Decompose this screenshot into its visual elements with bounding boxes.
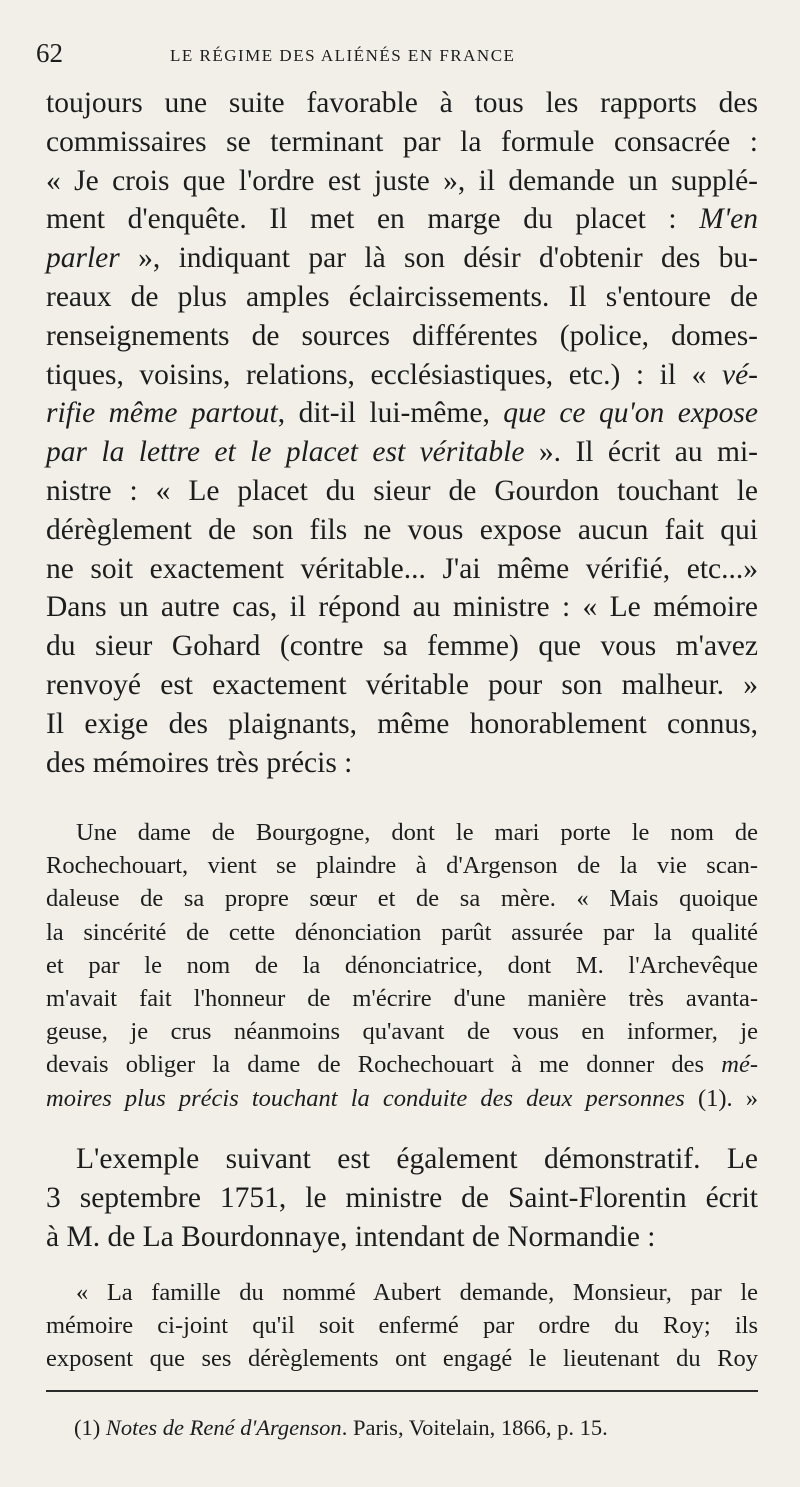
text-line: renseignements de sources différentes (police, domes-	[46, 319, 758, 352]
text-span: », indiquant par là son désir d'obtenir des bu-	[119, 242, 758, 275]
text-line: la sincérité de cette dénonciation parût assurée par la qualité	[46, 918, 758, 946]
text-line: commissaires se terminant par la formule consacrée :	[46, 125, 758, 158]
text-line: à M. de La Bourdonnaye, intendant de Normandie :	[46, 1220, 656, 1253]
text-line: et par le nom de la dénonciatrice, dont M. l'Archevêque	[46, 951, 758, 979]
text-span: devais obliger la dame de Rochechouart à me donner des	[46, 1051, 722, 1079]
footnote-divider	[46, 1390, 758, 1392]
text-line: L'exemple suivant est également démonstratif. Le	[76, 1143, 758, 1175]
text-line	[46, 200, 758, 239]
text-line: nistre : « Le placet du sieur de Gourdon touchant le	[46, 474, 758, 507]
page-header	[30, 38, 770, 78]
text-line: geuse, je crus néanmoins qu'avant de vous en informer, je	[46, 1018, 758, 1046]
text-span: ». Il écrit au mi-	[524, 436, 758, 469]
footnote-title: Notes de René d'Argenson	[105, 1415, 342, 1440]
italic-span: vé-	[721, 358, 758, 391]
text-line	[46, 433, 758, 472]
footnote-marker: (1)	[74, 1415, 106, 1440]
text-line: ne soit exactement véritable... J'ai même vérifié, etc...»	[46, 552, 758, 585]
italic-span: que ce qu'on expose	[503, 397, 758, 430]
text-line	[46, 1082, 758, 1115]
text-line: des mémoires très précis :	[46, 746, 353, 779]
text-line: toujours une suite favorable à tous les rapports des	[46, 87, 758, 119]
block-quote-1	[46, 816, 758, 1115]
text-line: Rochechouart, vient se plaindre à d'Argenson de la vie scan-	[46, 852, 758, 880]
text-span: (1). »	[684, 1084, 758, 1112]
text-line: Dans un autre cas, il répond au ministre : « Le mémoire	[46, 591, 758, 624]
italic-span: parler	[46, 242, 120, 275]
text-line: mémoire ci-joint qu'il soit enfermé par ordre du Roy; ils	[46, 1312, 758, 1340]
text-line: 3 septembre 1751, le ministre de Saint-Florentin écrit	[46, 1181, 758, 1214]
italic-span: rifie même partout	[46, 397, 278, 430]
italic-span: mé-	[721, 1051, 758, 1079]
italic-span: M'en	[699, 203, 758, 236]
text-line: reaux de plus amples éclaircissements. Il s'entoure de	[46, 280, 758, 313]
text-line: Il exige des plaignants, même honorablement connus,	[46, 707, 758, 740]
text-line: dérèglement de son fils ne vous expose aucun fait qui	[46, 513, 758, 546]
text-line	[46, 356, 758, 395]
text-line: renvoyé est exactement véritable pour son malheur. »	[46, 668, 758, 701]
page-number: 62	[36, 38, 63, 68]
paragraph-1	[46, 84, 758, 782]
text-span: , dit-il lui-même,	[277, 397, 504, 430]
running-title: LE RÉGIME DES ALIÉNÉS EN FRANCE	[170, 46, 516, 65]
text-line	[46, 239, 758, 278]
text-line: « Je crois que l'ordre est juste », il demande un supplé-	[46, 164, 758, 197]
italic-span: par la lettre et le placet est véritable	[46, 436, 525, 469]
text-line: « La famille du nommé Aubert demande, Monsieur, par le	[76, 1279, 758, 1306]
block-quote-2	[46, 1276, 758, 1376]
text-line	[46, 1048, 758, 1081]
text-span: tiques, voisins, relations, ecclésiastiques, etc.) : il «	[46, 358, 722, 391]
italic-span: moires plus précis touchant la conduite des deux personnes	[46, 1084, 685, 1112]
footnote	[74, 1413, 764, 1443]
footnote-citation: . Paris, Voitelain, 1866, p. 15.	[341, 1415, 608, 1440]
text-line	[46, 394, 758, 433]
text-line: m'avait fait l'honneur de m'écrire d'une manière très avanta-	[46, 985, 758, 1013]
text-span: ment d'enquête. Il met en marge du placet :	[46, 203, 700, 236]
paragraph-2	[46, 1140, 758, 1256]
text-line: daleuse de sa propre sœur et de sa mère. « Mais quoique	[46, 885, 758, 913]
text-line: du sieur Gohard (contre sa femme) que vous m'avez	[46, 630, 758, 663]
text-line: Une dame de Bourgogne, dont le mari porte le nom de	[76, 819, 758, 846]
text-line: exposent que ses dérèglements ont engagé le lieutenant du Roy	[46, 1345, 758, 1373]
